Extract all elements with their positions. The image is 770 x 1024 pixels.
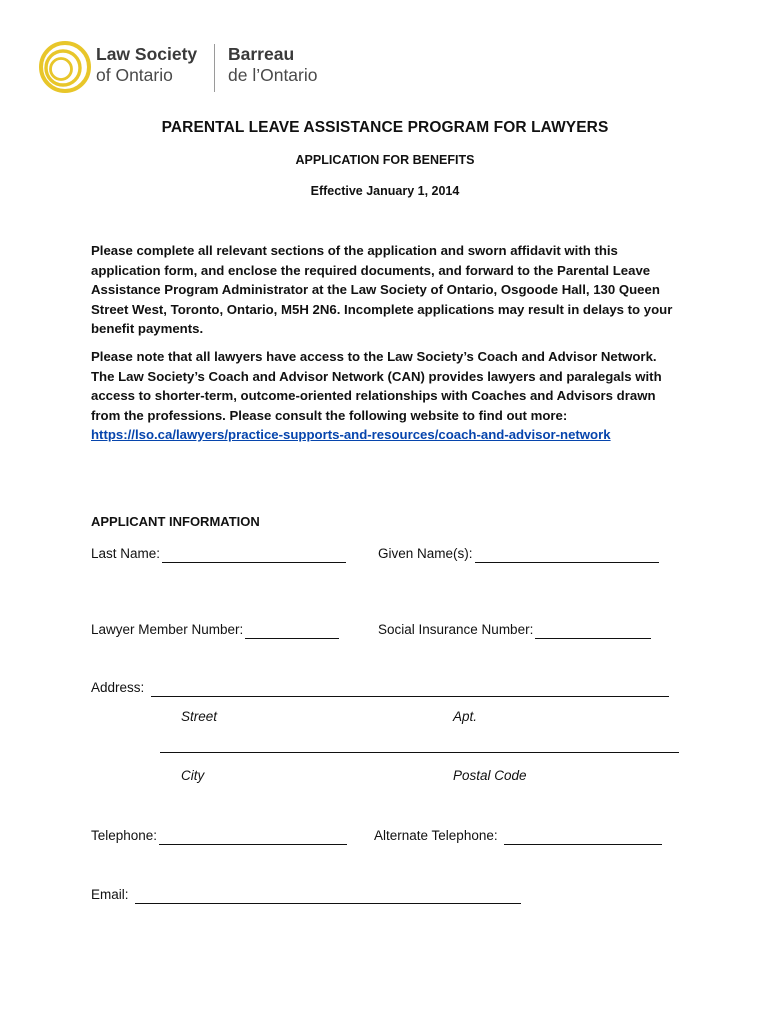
logo-divider	[214, 44, 215, 92]
email-label: Email:	[91, 887, 129, 902]
alt-telephone-line[interactable]	[504, 830, 662, 845]
logo-fr-line1: Barreau	[228, 44, 295, 64]
instructions-paragraph: Please complete all relevant sections of the application and sworn affidavit with this application form, and enclose the required documents, and forward to the Parental Leave Assistance Program Administrator at the Law Society of Ontario, Osgoode Hall, 130 Queen Street West, Toronto, Ontario, M5H 2N6. Incomplete applications may result in delays to your benefit payments.	[91, 243, 673, 336]
given-names-field[interactable]	[378, 545, 659, 563]
member-number-line[interactable]	[245, 624, 339, 639]
last-name-field[interactable]	[91, 545, 346, 563]
logo-english-name	[96, 44, 197, 86]
can-paragraph-text: Please note that all lawyers have access to the Law Society’s Coach and Advisor Network. The Law Society’s Coach and Advisor Network (CAN) provides lawyers and paralegals with access to shorter-term, outcome-oriented relationships with Coaches and Advisors drawn from the professions. Please consult the following website to find out more:	[91, 349, 662, 423]
effective-date: Effective January 1, 2014	[310, 184, 460, 198]
member-number-label: Lawyer Member Number:	[91, 622, 244, 637]
address-label: Address:	[91, 680, 145, 695]
applicant-section-title: APPLICANT INFORMATION	[91, 514, 260, 529]
address-city-line[interactable]	[160, 752, 679, 753]
address-street-line[interactable]	[151, 682, 669, 697]
logo-en-line1: Law Society	[96, 44, 198, 64]
logo-en-line2: of Ontario	[96, 65, 173, 85]
street-caption: Street	[181, 709, 218, 724]
can-paragraph	[91, 347, 681, 445]
alt-telephone-label: Alternate Telephone:	[374, 828, 498, 843]
member-number-field[interactable]	[91, 621, 339, 639]
sin-field[interactable]	[378, 621, 651, 639]
telephone-field[interactable]	[91, 827, 347, 845]
document-title: PARENTAL LEAVE ASSISTANCE PROGRAM FOR LAWYERS	[161, 119, 609, 136]
can-website-link[interactable]: https://lso.ca/lawyers/practice-supports-and-resources/coach-and-advisor-network	[91, 427, 611, 442]
concentric-rings-icon	[38, 40, 92, 94]
email-field[interactable]	[91, 886, 521, 904]
given-names-line[interactable]	[475, 548, 659, 563]
email-line[interactable]	[135, 889, 521, 904]
telephone-line[interactable]	[159, 830, 347, 845]
logo-french-name	[228, 44, 318, 86]
alt-telephone-field[interactable]	[374, 827, 662, 845]
postal-code-caption: Postal Code	[453, 768, 527, 783]
document-subtitle: APPLICATION FOR BENEFITS	[295, 153, 475, 167]
last-name-label: Last Name:	[91, 546, 161, 561]
address-field[interactable]	[91, 679, 669, 697]
last-name-line[interactable]	[162, 548, 346, 563]
telephone-label: Telephone:	[91, 828, 158, 843]
law-society-logo	[38, 40, 338, 96]
given-names-label: Given Name(s):	[378, 546, 473, 561]
apt-caption: Apt.	[453, 709, 478, 724]
logo-fr-line2: de l’Ontario	[228, 65, 318, 85]
sin-line[interactable]	[535, 624, 651, 639]
sin-label: Social Insurance Number:	[378, 622, 534, 637]
city-caption: City	[181, 768, 205, 783]
